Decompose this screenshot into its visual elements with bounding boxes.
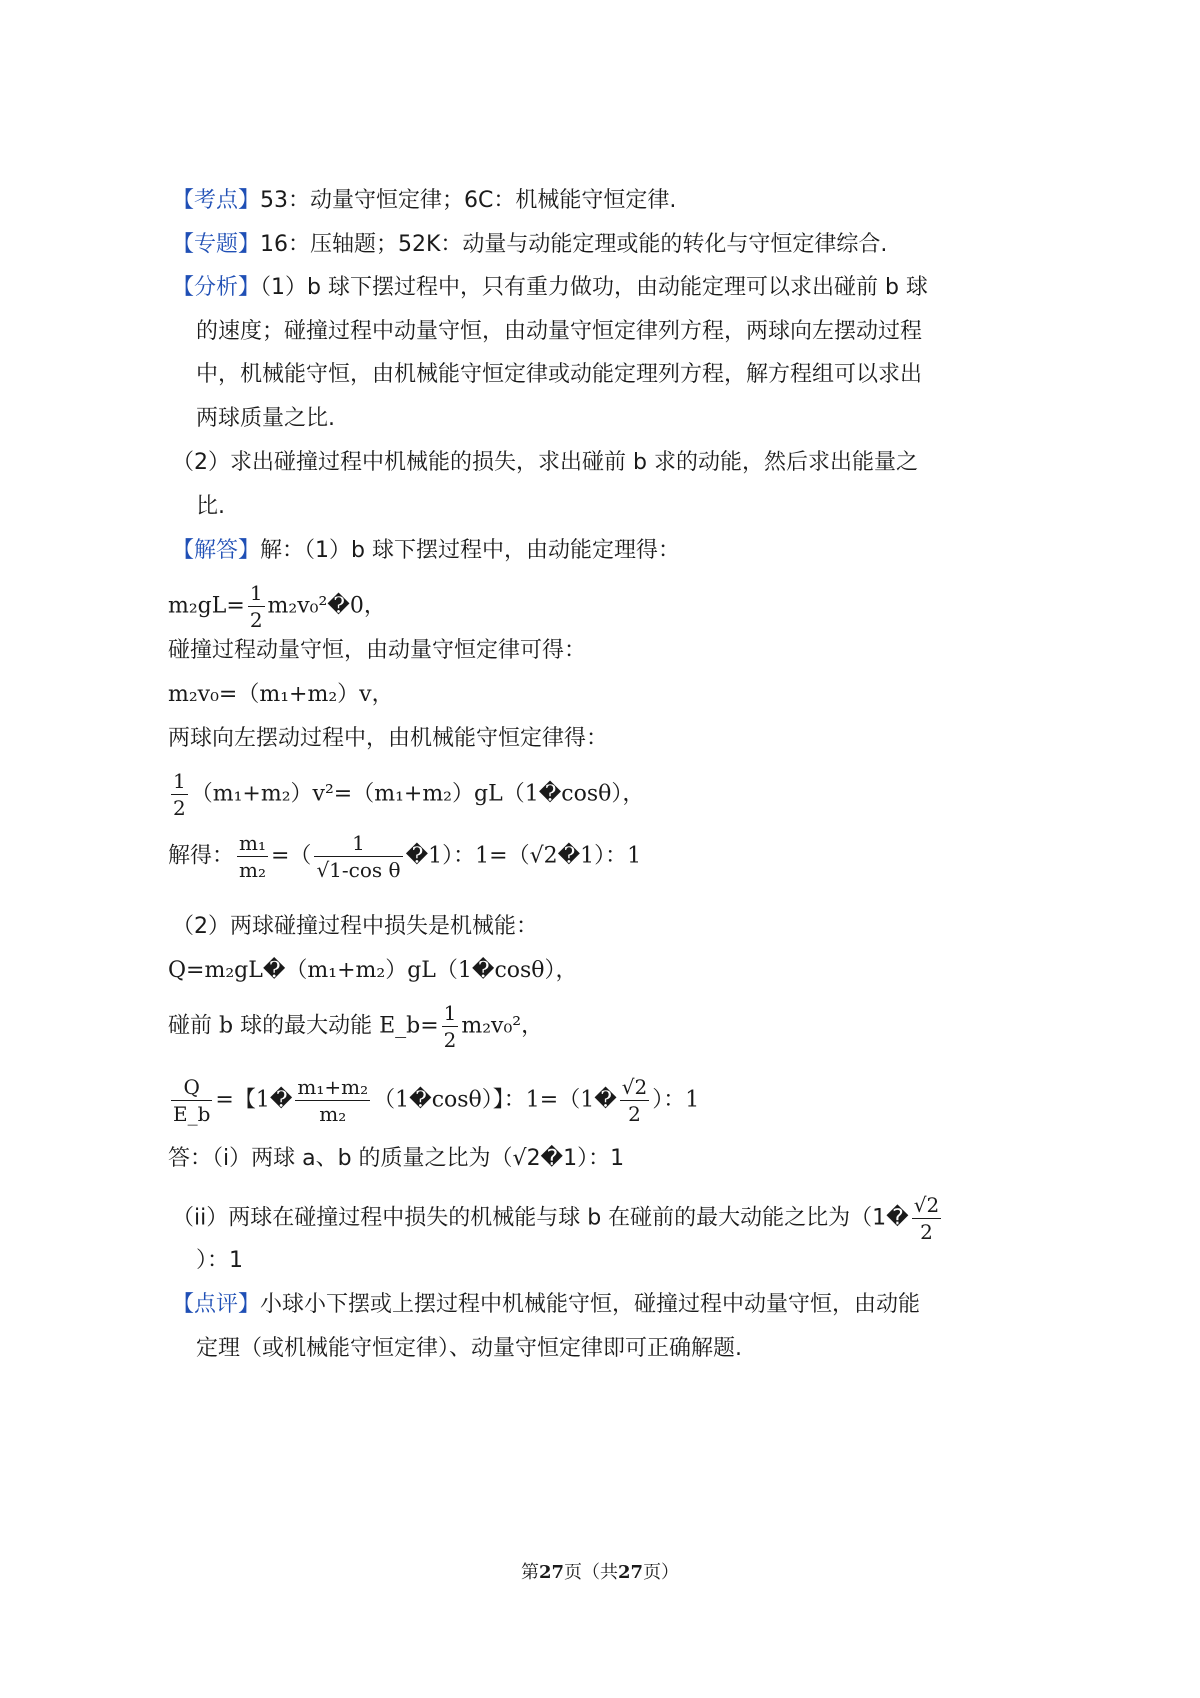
footer-middle: 页（共 — [564, 1562, 618, 1583]
equation-2: m₂v₀=（m₁+m₂）v， — [168, 682, 394, 707]
eq1-left: m₂gL= — [168, 593, 245, 619]
eq6-left: 碰前 b 球的最大动能 E_b= — [168, 1013, 439, 1039]
equation-6 — [168, 1000, 543, 1053]
zhuanti-text: 16：压轴题；52K：动量与动能定理或能的转化与守恒定律综合. — [260, 232, 888, 257]
fenxi-line-6: 比. — [196, 494, 225, 519]
eq1-fraction — [248, 580, 265, 633]
eq1-num: 1 — [249, 581, 263, 605]
eq7-num2: m₁+m₂ — [297, 1075, 369, 1099]
equation-7 — [168, 1074, 699, 1127]
answer-2-fraction — [912, 1192, 941, 1245]
eq4-label: 解得： — [168, 843, 235, 869]
fenxi-line-1 — [172, 273, 928, 303]
zhuanti-tag: 【专题】 — [172, 232, 261, 257]
eq6-den: 2 — [443, 1028, 457, 1052]
eq7-num: Q — [171, 1074, 212, 1101]
eq4-inner-fraction — [314, 830, 402, 883]
eq7-mass-fraction — [295, 1074, 370, 1127]
jieda-text-5: （2）两球碰撞过程中损失是机械能： — [172, 914, 538, 939]
kaodian-text: 53：动量守恒定律；6C：机械能守恒定律. — [260, 188, 677, 213]
zhuanti-line — [172, 230, 887, 260]
answer-2-den: 2 — [920, 1220, 933, 1244]
eq6-num: 1 — [443, 1001, 457, 1025]
fenxi-tag: 【分析】 — [172, 275, 261, 300]
kaodian-tag: 【考点】 — [172, 188, 261, 213]
eq7-num3: √2 — [621, 1075, 648, 1099]
equation-4 — [168, 830, 641, 883]
eq4-right: �1）：1=（√2�1）：1 — [405, 843, 642, 869]
eq3-right: （m₁+m₂）v²=（m₁+m₂）gL（1�cosθ）， — [190, 781, 645, 807]
equation-5: Q=m₂gL�（m₁+m₂）gL（1�cosθ）， — [168, 958, 578, 983]
eq7-den: E_b — [173, 1102, 211, 1126]
eq3-den: 2 — [173, 796, 186, 820]
eq7-q-fraction — [171, 1074, 212, 1127]
eq4-num: m₁ — [239, 831, 266, 855]
footer-prefix: 第 — [520, 1562, 539, 1583]
kaodian-line — [172, 186, 676, 216]
page-footer — [0, 1558, 1200, 1584]
eq4-mass-fraction — [237, 830, 268, 883]
dianping-text-1: 小球小下摆或上摆过程中机械能守恒，碰撞过程中动量守恒，由动能 — [260, 1292, 921, 1317]
eq7-den2: m₂ — [319, 1102, 347, 1126]
jieda-text-3: 两球向左摆动过程中，由机械能守恒定律得： — [168, 726, 609, 751]
eq4-den: m₂ — [239, 858, 266, 882]
footer-page-number: 27 — [538, 1562, 564, 1583]
eq7-root-fraction — [620, 1074, 649, 1127]
fenxi-line-3: 中，机械能守恒，由机械能守恒定律或动能定理列方程，解方程组可以求出 — [196, 362, 923, 387]
dianping-line-2: 定理（或机械能守恒定律）、动量守恒定律即可正确解题. — [196, 1336, 742, 1361]
answer-2-num: √2 — [913, 1193, 940, 1217]
jieda-text-2: 碰撞过程动量守恒，由动量守恒定律可得： — [168, 638, 587, 663]
answer-2-continuation: ）：1 — [196, 1248, 243, 1273]
eq6-fraction — [442, 1000, 459, 1053]
footer-suffix: 页） — [643, 1562, 680, 1583]
eq7-mid: =【1� — [215, 1087, 293, 1113]
jieda-line — [172, 536, 680, 566]
eq3-fraction — [171, 768, 188, 821]
fenxi-text-1: （1）b 球下摆过程中，只有重力做功，由动能定理可以求出碰前 b 球 — [260, 275, 928, 300]
eq4-inner-den: √1-cos θ — [316, 858, 401, 882]
eq1-den: 2 — [249, 608, 263, 632]
eq3-num: 1 — [173, 769, 186, 793]
footer-total-pages: 27 — [618, 1562, 644, 1583]
answer-2-text: （ii）两球在碰撞过程中损失的机械能与球 b 在碰前的最大动能之比为（1� — [172, 1205, 909, 1231]
eq1-right: m₂v₀²�0， — [267, 593, 386, 619]
answer-2 — [172, 1192, 944, 1245]
eq7-den3: 2 — [628, 1102, 641, 1126]
fenxi-line-5: （2）求出碰撞过程中机械能的损失，求出碰前 b 求的动能，然后求出能量之 — [172, 450, 918, 475]
fenxi-line-2: 的速度；碰撞过程中动量守恒，由动量守恒定律列方程，两球向左摆动过程 — [196, 319, 923, 344]
fenxi-line-4: 两球质量之比. — [196, 406, 335, 431]
dianping-tag: 【点评】 — [172, 1292, 261, 1317]
equation-3 — [168, 768, 644, 821]
jieda-tag: 【解答】 — [172, 538, 261, 563]
dianping-line-1 — [172, 1290, 920, 1320]
answer-1: 答：（i）两球 a、b 的质量之比为（√2�1）：1 — [168, 1146, 625, 1171]
eq7-right: ）：1 — [652, 1087, 700, 1113]
eq7-mid2: （1�cosθ）】：1=（1� — [373, 1087, 617, 1113]
eq6-right: m₂v₀²， — [461, 1013, 544, 1039]
equation-1 — [168, 580, 386, 633]
eq4-inner-num: 1 — [314, 830, 402, 857]
jieda-intro: 解：（1）b 球下摆过程中，由动能定理得： — [260, 538, 680, 563]
eq4-mid: =（ — [271, 843, 312, 869]
